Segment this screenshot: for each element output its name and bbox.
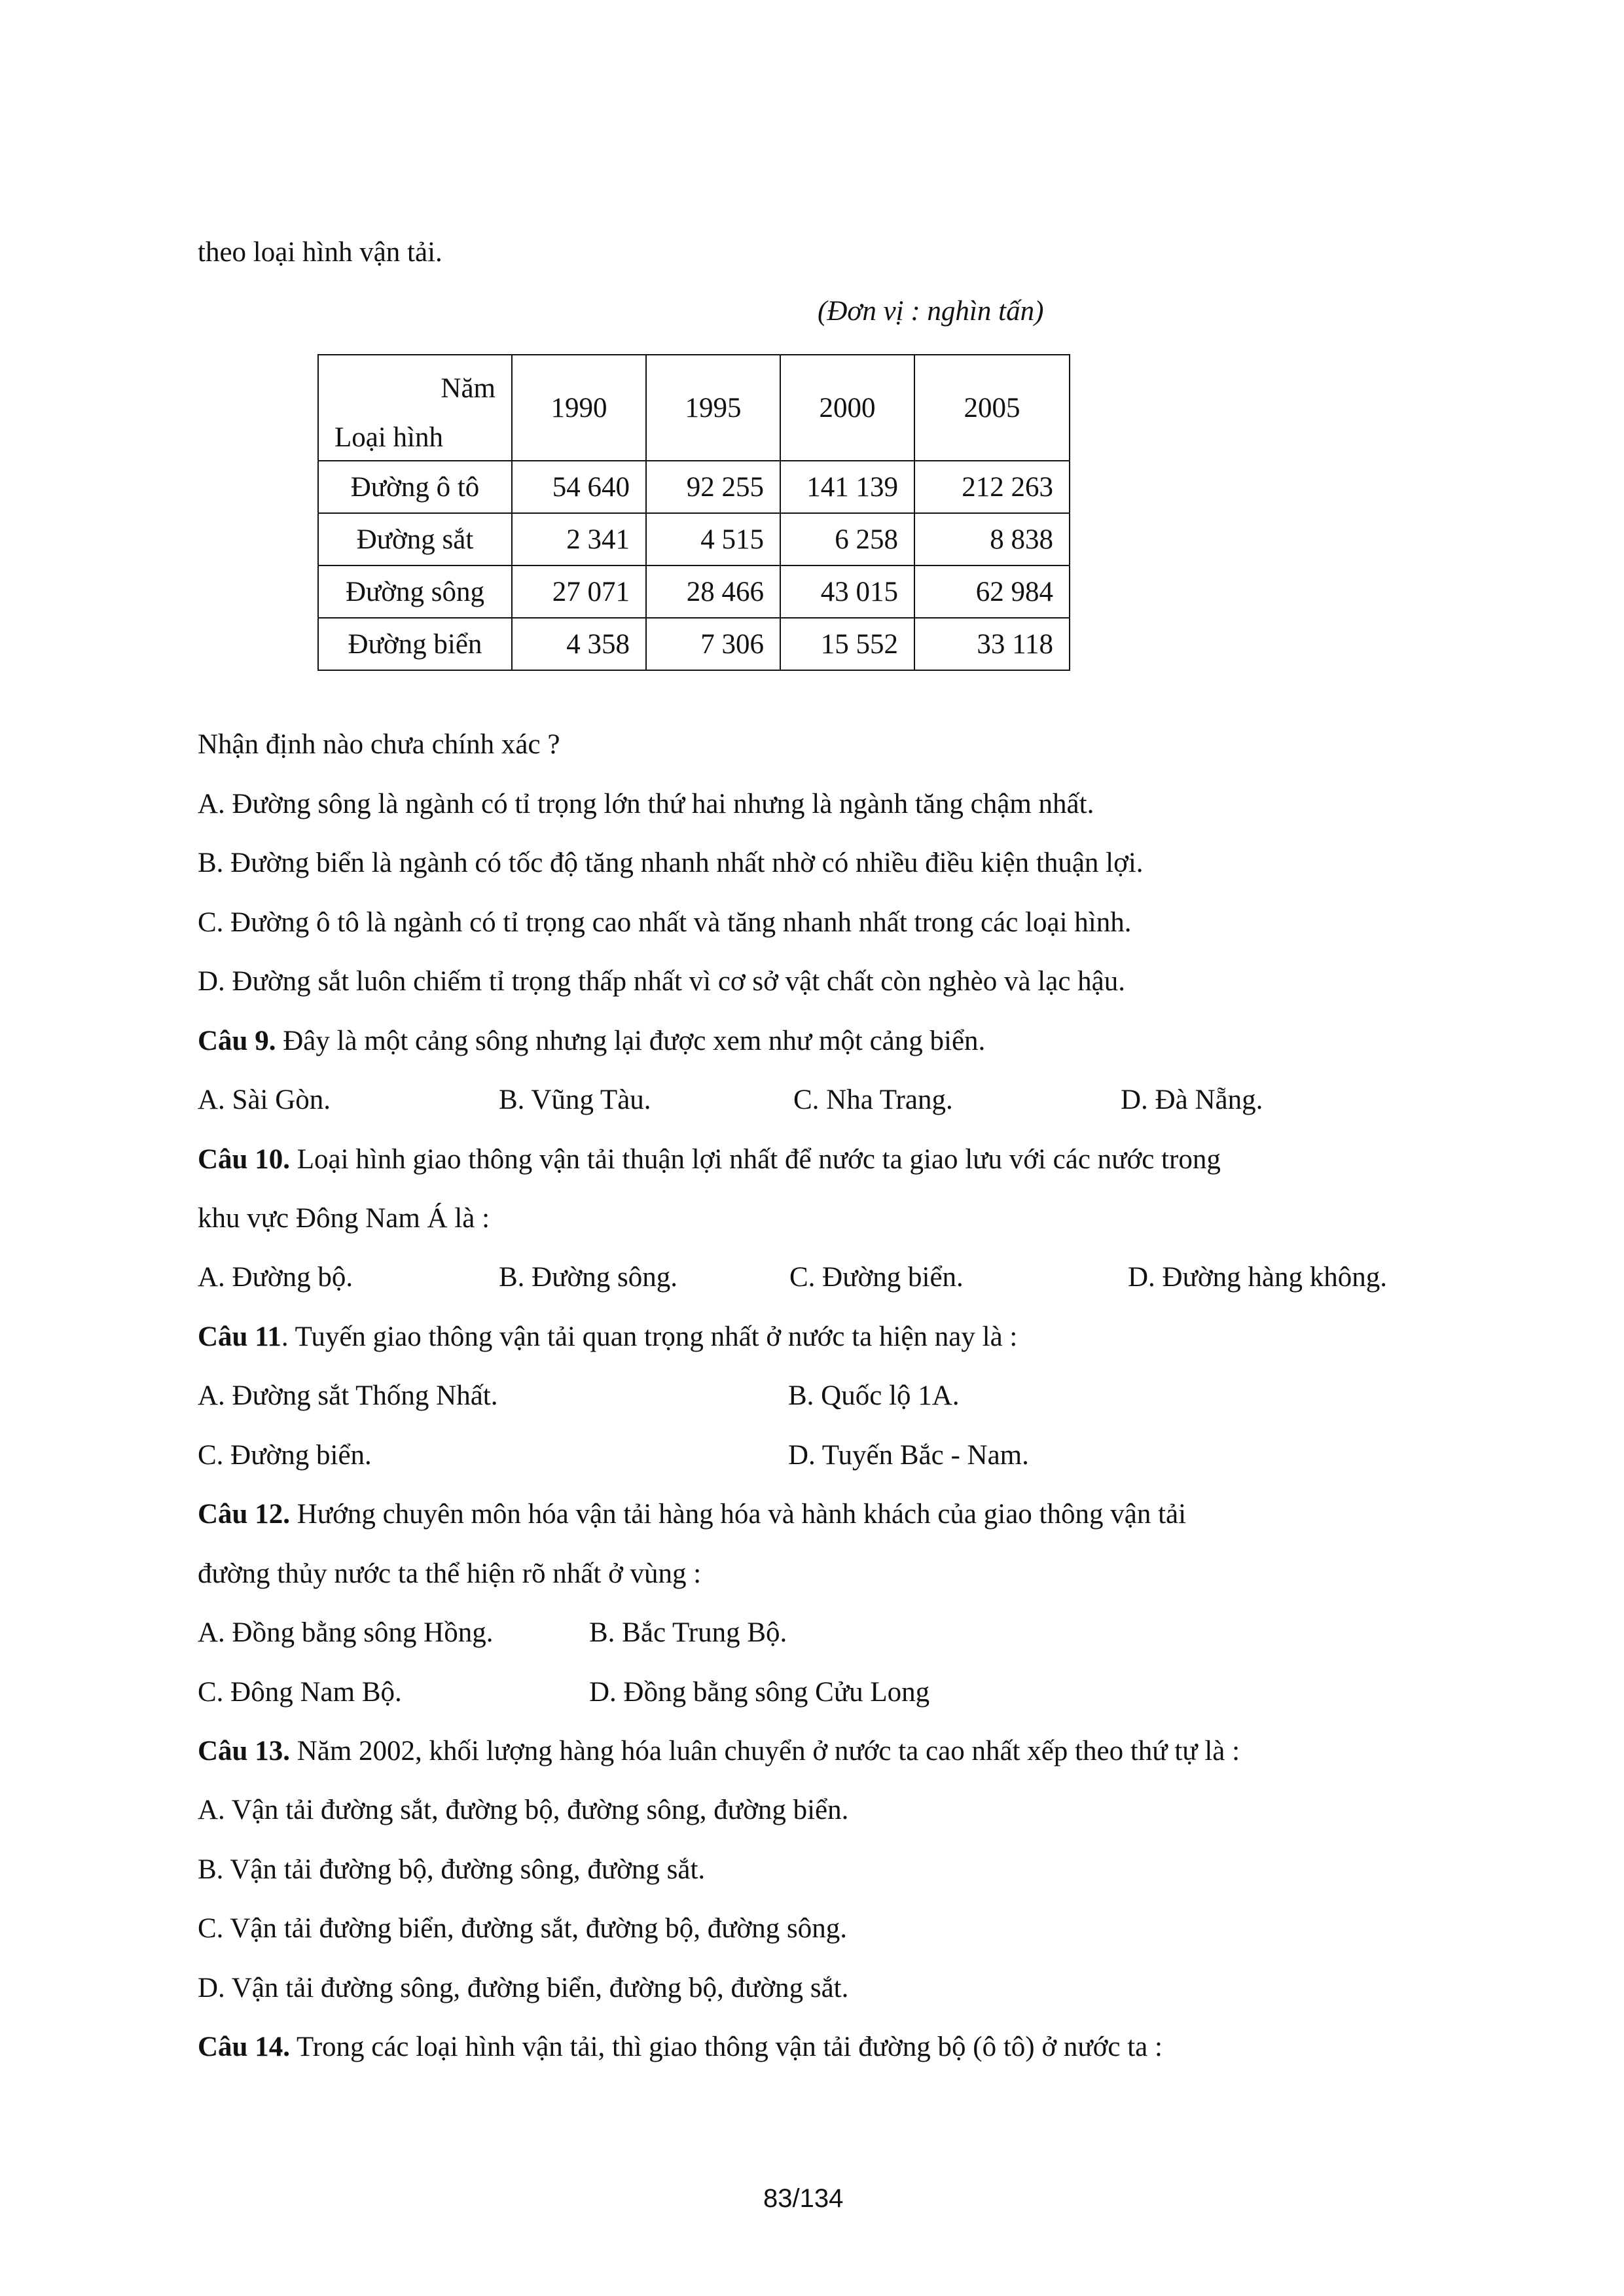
table-cell: 4 358	[512, 618, 646, 670]
year-header: 2000	[780, 355, 914, 461]
q10-option-a: A. Đường bộ.	[198, 1262, 353, 1293]
table-row	[318, 461, 1070, 513]
row-label: Đường sông	[318, 565, 512, 618]
q13-label: Câu 13.	[198, 1736, 290, 1767]
table-cell: 212 263	[914, 461, 1070, 513]
q11-label: Câu 11	[198, 1321, 281, 1352]
q11-stem	[198, 1320, 1017, 1354]
q12-option-c: C. Đông Nam Bộ.	[198, 1677, 402, 1708]
table-cell: 43 015	[780, 565, 914, 618]
q9-stem	[198, 1024, 985, 1058]
table-cell: 33 118	[914, 618, 1070, 670]
q13-text: Năm 2002, khối lượng hàng hóa luân chuyển ở nước ta cao nhất xếp theo thứ tự là :	[289, 1736, 1240, 1767]
q11-text: . Tuyến giao thông vận tải quan trọng nhất ở nước ta hiện nay là :	[281, 1321, 1018, 1352]
year-header: 2005	[914, 355, 1070, 461]
q10-option-b: B. Đường sông.	[499, 1262, 678, 1293]
q13-option-b: B. Vận tải đường bộ, đường sông, đường sắt.	[198, 1854, 706, 1885]
q10-stem	[198, 1143, 1221, 1177]
q10-option-c: C. Đường biển.	[789, 1262, 964, 1293]
table-corner-cell	[318, 355, 512, 461]
corner-year-label: Năm	[441, 373, 496, 404]
table-row	[318, 565, 1070, 618]
q10-text: Loại hình giao thông vận tải thuận lợi nhất để nước ta giao lưu với các nước trong	[289, 1144, 1221, 1175]
q8-option-c: C. Đường ô tô là ngành có tỉ trọng cao nhất và tăng nhanh nhất trong các loại hình.	[198, 907, 1132, 938]
q10-stem-cont: khu vực Đông Nam Á là :	[198, 1203, 490, 1234]
q12-option-b: B. Bắc Trung Bộ.	[589, 1617, 787, 1648]
q13-option-d: D. Vận tải đường sông, đường biển, đường bộ, đường sắt.	[198, 1973, 849, 2003]
intro-line: theo loại hình vận tải.	[198, 237, 442, 268]
unit-note: (Đơn vị : nghìn tấn)	[818, 296, 1044, 327]
table-cell: 28 466	[646, 565, 780, 618]
table-cell: 92 255	[646, 461, 780, 513]
q13-stem	[198, 1734, 1240, 1768]
q11-option-a: A. Đường sắt Thống Nhất.	[198, 1380, 498, 1411]
q9-option-a: A. Sài Gòn.	[198, 1085, 331, 1115]
table-cell: 141 139	[780, 461, 914, 513]
q8-prompt: Nhận định nào chưa chính xác ?	[198, 729, 560, 760]
table-row	[318, 513, 1070, 565]
q14-label: Câu 14.	[198, 2032, 290, 2062]
year-header: 1990	[512, 355, 646, 461]
table-cell: 54 640	[512, 461, 646, 513]
table-cell: 15 552	[780, 618, 914, 670]
table-cell: 2 341	[512, 513, 646, 565]
q9-option-c: C. Nha Trang.	[793, 1085, 953, 1115]
q10-label: Câu 10.	[198, 1144, 290, 1175]
table-cell: 8 838	[914, 513, 1070, 565]
table-header-row	[318, 355, 1070, 461]
table-cell: 6 258	[780, 513, 914, 565]
q10-option-d: D. Đường hàng không.	[1128, 1262, 1387, 1293]
q11-option-c: C. Đường biển.	[198, 1440, 372, 1471]
q9-label: Câu 9.	[198, 1026, 276, 1056]
q12-stem	[198, 1498, 1186, 1532]
q13-option-a: A. Vận tải đường sắt, đường bộ, đường sông, đường biển.	[198, 1795, 849, 1825]
row-label: Đường sắt	[318, 513, 512, 565]
table-cell: 62 984	[914, 565, 1070, 618]
q11-option-d: D. Tuyến Bắc - Nam.	[788, 1440, 1029, 1471]
q9-option-b: B. Vũng Tàu.	[499, 1085, 651, 1115]
year-header: 1995	[646, 355, 780, 461]
table-cell: 4 515	[646, 513, 780, 565]
q8-option-d: D. Đường sắt luôn chiếm tỉ trọng thấp nhất vì cơ sở vật chất còn nghèo và lạc hậu.	[198, 966, 1126, 997]
q12-text: Hướng chuyên môn hóa vận tải hàng hóa và hành khách của giao thông vận tải	[289, 1499, 1187, 1530]
q9-option-d: D. Đà Nẵng.	[1121, 1085, 1263, 1115]
q11-option-b: B. Quốc lộ 1A.	[788, 1380, 960, 1411]
table-cell: 27 071	[512, 565, 646, 618]
q8-option-b: B. Đường biển là ngành có tốc độ tăng nhanh nhất nhờ có nhiều điều kiện thuận lợi.	[198, 848, 1144, 878]
q14-text: Trong các loại hình vận tải, thì giao thông vận tải đường bộ (ô tô) ở nước ta :	[289, 2032, 1163, 2062]
q13-option-c: C. Vận tải đường biển, đường sắt, đường bộ, đường sông.	[198, 1913, 847, 1944]
transport-table	[317, 354, 1070, 671]
row-label: Đường ô tô	[318, 461, 512, 513]
q14-stem	[198, 2030, 1163, 2064]
q12-stem-cont: đường thủy nước ta thể hiện rõ nhất ở vùng :	[198, 1558, 702, 1589]
q12-option-a: A. Đồng bằng sông Hồng.	[198, 1617, 494, 1648]
q8-option-a: A. Đường sông là ngành có tỉ trọng lớn thứ hai nhưng là ngành tăng chậm nhất.	[198, 789, 1094, 819]
table-cell: 7 306	[646, 618, 780, 670]
corner-type-label: Loại hình	[334, 422, 443, 453]
q12-label: Câu 12.	[198, 1499, 290, 1530]
table-row	[318, 618, 1070, 670]
row-label: Đường biển	[318, 618, 512, 670]
q12-option-d: D. Đồng bằng sông Cửu Long	[589, 1677, 930, 1708]
q9-text: Đây là một cảng sông nhưng lại được xem như một cảng biển.	[276, 1026, 986, 1056]
page-number: 83/134	[763, 2184, 844, 2213]
